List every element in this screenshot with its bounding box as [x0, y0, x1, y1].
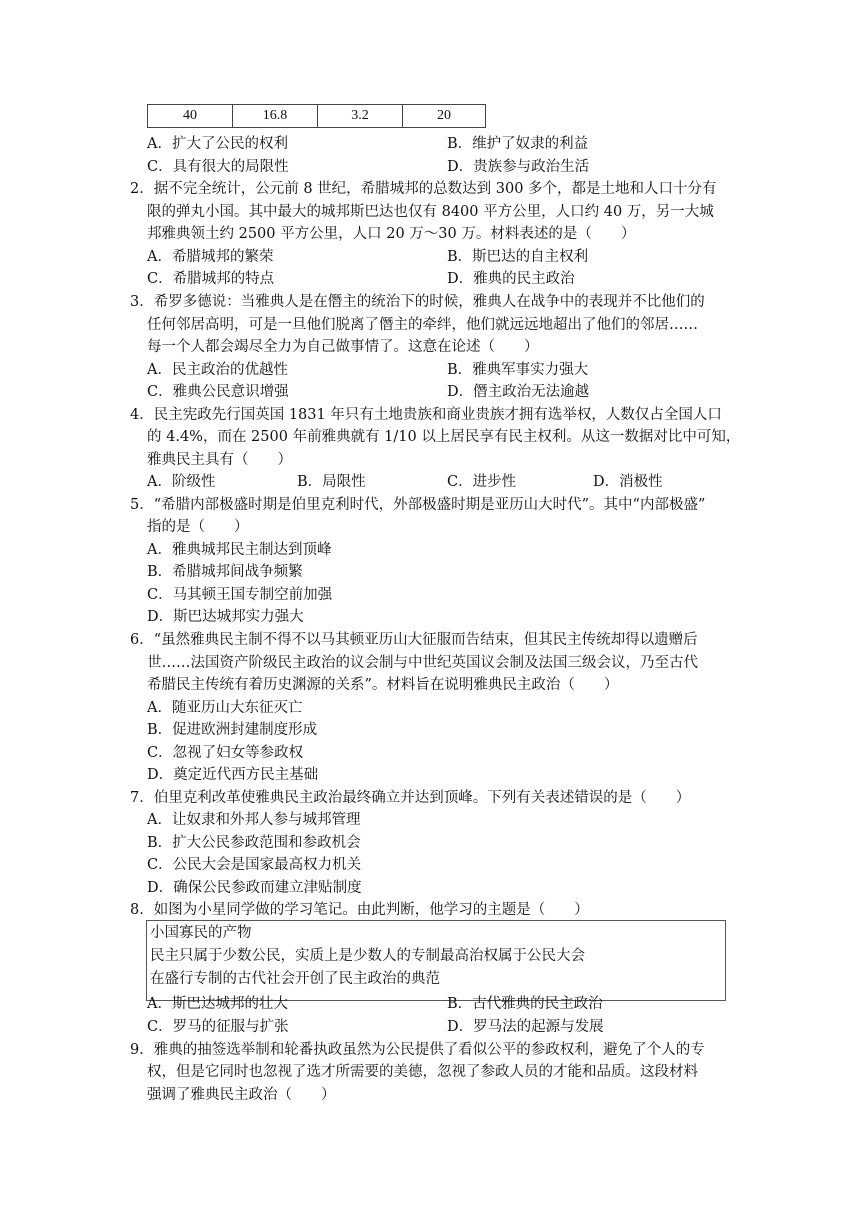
q6-option-d: D．奠定近代西方民主基础 [147, 767, 319, 783]
q4-option-b: B．局限性 [297, 474, 366, 490]
table-cell: 3.2 [318, 105, 403, 128]
q4-option-a: A．阶级性 [147, 474, 216, 490]
q4-stem-line: 4．民主宪政先行国英国 1831 年只有土地贵族和商业贵族才拥有选举权，人数仅占全国人口 [130, 407, 722, 423]
q8-option-b: B．古代雅典的民主政治 [447, 996, 603, 1012]
q5-option-d: D．斯巴达城邦实力强大 [147, 609, 304, 625]
q7-option-c: C．公民大会是国家最高权力机关 [147, 857, 362, 873]
q6-option-a: A．随亚历山大东征灭亡 [147, 700, 303, 716]
q3-stem-line: 任何邻居高明，可是一旦他们脱离了僭主的牵绊，他们就远远地超出了他们的邻居…… [147, 317, 698, 333]
q9-stem-line: 强调了雅典民主政治（ ） [147, 1087, 336, 1103]
q3-option-b: B．雅典军事实力强大 [447, 362, 589, 378]
q5-option-b: B．希腊城邦间战争频繁 [147, 564, 303, 580]
q1-option-b: B．维护了奴隶的利益 [447, 136, 589, 152]
q6-stem-line: 6．“虽然雅典民主制不得不以马其顿亚历山大征服而告结束，但其民主传统却得以遗赠后 [130, 632, 698, 648]
q7-option-b: B．扩大公民参政范围和参政机会 [147, 835, 361, 851]
q8-option-c: C．罗马的征服与扩张 [147, 1019, 289, 1035]
q3-stem-line: 每一个人都会竭尽全力为自己做事情了。这意在论述（ ） [147, 339, 539, 355]
q2-option-b: B．斯巴达的自主权利 [447, 249, 589, 265]
data-table [147, 104, 486, 128]
q5-option-a: A．雅典城邦民主制达到顶峰 [147, 542, 332, 558]
q6-option-c: C．忽视了妇女等参政权 [147, 745, 304, 761]
q6-option-b: B．促进欧洲封建制度形成 [147, 722, 318, 738]
q2-option-a: A．希腊城邦的繁荣 [147, 249, 274, 265]
q1-option-d: D．贵族参与政治生活 [447, 159, 590, 175]
q2-stem-line: 2．据不完全统计，公元前 8 世纪，希腊城邦的总数达到 300 多个，都是土地和人口十分有 [130, 181, 717, 197]
q2-stem-line: 限的弹丸小国。其中最大的城邦斯巴达也仅有 8400 平方公里，人口约 40 万，另一大城 [147, 204, 714, 220]
q3-option-d: D．僭主政治无法逾越 [447, 384, 590, 400]
q8-option-a: A．斯巴达城邦的壮大 [147, 996, 288, 1012]
q8-option-d: D．罗马法的起源与发展 [447, 1019, 604, 1035]
q3-option-c: C．雅典公民意识增强 [147, 384, 289, 400]
note-line: 在盛行专制的古代社会开创了民主政治的典范 [150, 971, 440, 987]
q9-stem-line: 权，但是它同时也忽视了选才所需要的美德，忽视了参政人员的才能和品质。这段材料 [147, 1064, 698, 1080]
q7-stem-line: 7．伯里克利改革使雅典民主政治最终确立并达到顶峰。下列有关表述错误的是（ ） [130, 790, 691, 806]
q5-option-c: C．马其顿王国专制空前加强 [147, 587, 333, 603]
q7-option-d: D．确保公民参政而建立津贴制度 [147, 880, 362, 896]
q1-option-a: A．扩大了公民的权利 [147, 136, 288, 152]
q4-option-d: D．消极性 [593, 474, 663, 490]
q3-option-a: A．民主政治的优越性 [147, 362, 288, 378]
q8-stem-line: 8．如图为小星同学做的学习笔记。由此判断，他学习的主题是（ ） [130, 902, 589, 918]
q2-option-d: D．雅典的民主政治 [447, 271, 575, 287]
table-cell: 16.8 [233, 105, 318, 128]
note-line: 民主只属于少数公民，实质上是少数人的专制最高治权属于公民大会 [150, 948, 585, 964]
q4-stem-line: 的 4.4%，而在 2500 年前雅典就有 1/10 以上居民享有民主权利。从这一数据对比中可知， [147, 429, 741, 445]
q6-stem-line: 世……法国资产阶级民主政治的议会制与中世纪英国议会制及法国三级会议，乃至古代 [147, 655, 698, 671]
q9-stem-line: 9．雅典的抽签选举制和轮番执政虽然为公民提供了看似公平的参政权利，避免了个人的专 [130, 1042, 705, 1058]
q5-stem-line: 指的是（ ） [147, 519, 249, 535]
q1-option-c: C．具有很大的局限性 [147, 159, 289, 175]
q3-stem-line: 3．希罗多德说：当雅典人是在僭主的统治下的时候，雅典人在战争中的表现并不比他们的 [130, 294, 705, 310]
q2-option-c: C．希腊城邦的特点 [147, 271, 275, 287]
q7-option-a: A．让奴隶和外邦人参与城邦管理 [147, 812, 361, 828]
q5-stem-line: 5．“希腊内部极盛时期是伯里克利时代，外部极盛时期是亚历山大时代”。其中“内部极盛” [130, 497, 706, 513]
q6-stem-line: 希腊民主传统有着历史渊源的关系”。材料旨在说明雅典民主政治（ ） [147, 677, 619, 693]
note-line: 小国寡民的产物 [150, 925, 252, 941]
q4-option-c: C．进步性 [447, 474, 517, 490]
table-row [148, 105, 486, 128]
table-cell: 20 [403, 105, 486, 128]
q2-stem-line: 邦雅典领土约 2500 平方公里，人口 20 万～30 万。材料表述的是（ ） [147, 226, 636, 242]
q4-stem-line: 雅典民主具有（ ） [147, 452, 292, 468]
table-cell: 40 [148, 105, 233, 128]
